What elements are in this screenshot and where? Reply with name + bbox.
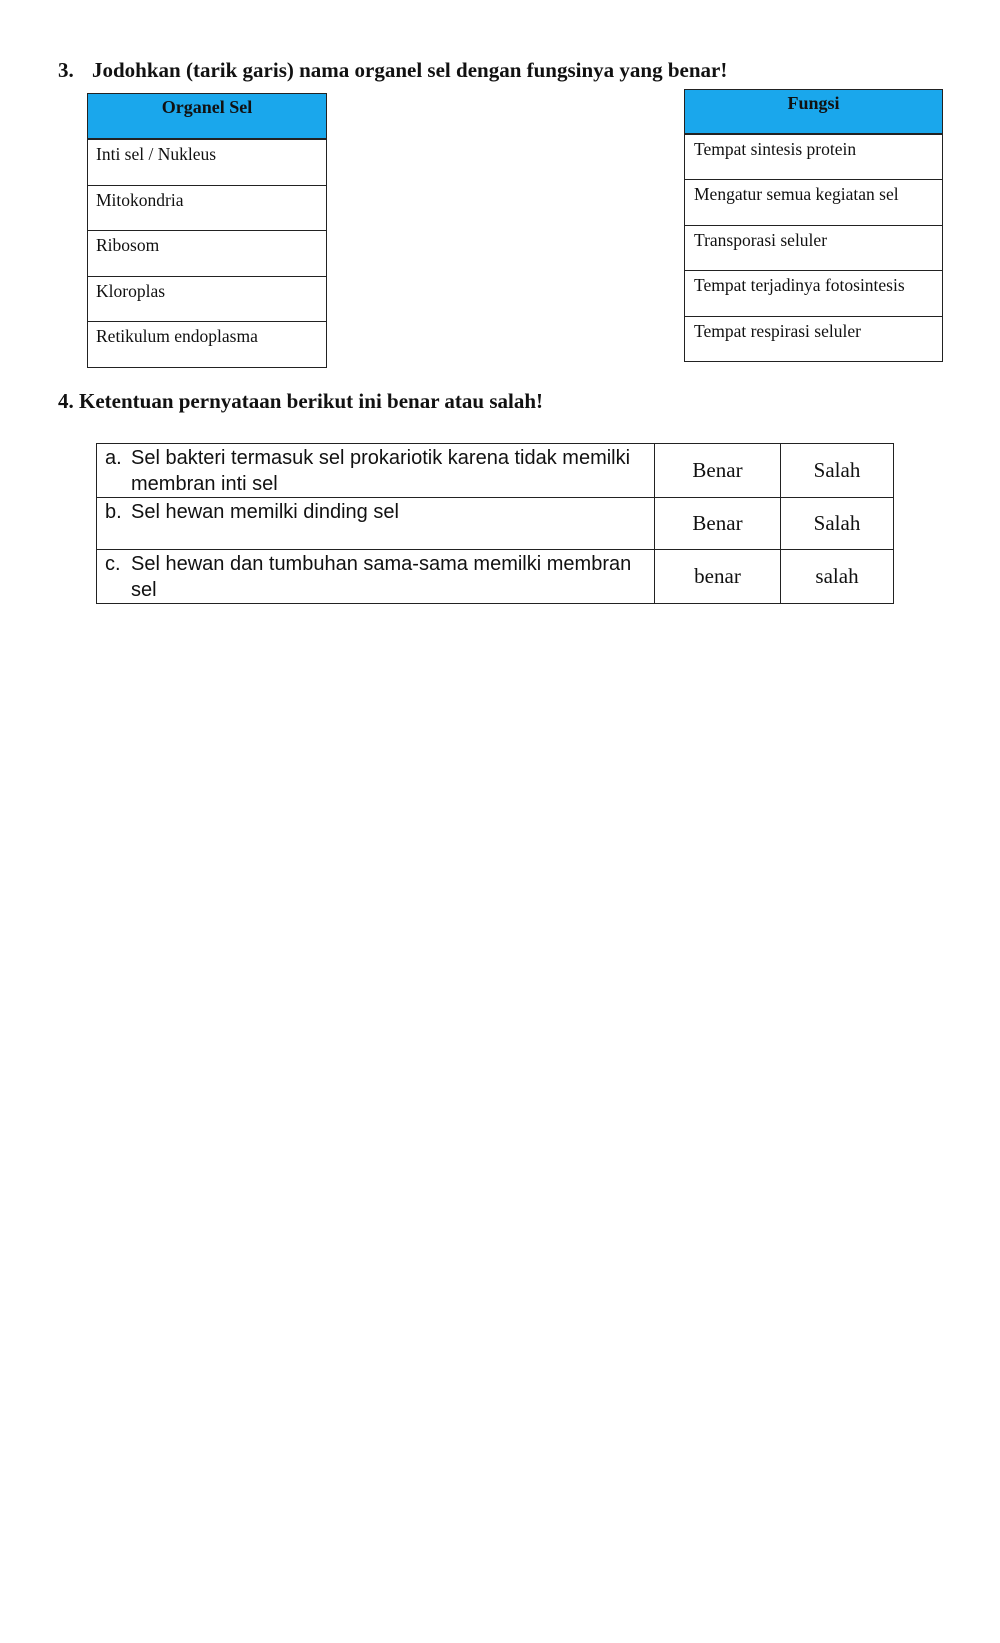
question-4-instruction: Ketentuan pernyataan berikut ini benar atau salah!: [79, 389, 543, 413]
function-header: Fungsi: [685, 90, 942, 134]
table-row: [97, 444, 894, 498]
question-3-title: [58, 58, 727, 83]
organelle-item[interactable]: Ribosom: [88, 230, 326, 276]
question-3-number: 3.: [58, 58, 74, 82]
organelle-item[interactable]: Inti sel / Nukleus: [88, 139, 326, 185]
statement-text: Sel bakteri termasuk sel prokariotik karena tidak memilki membran inti sel: [131, 447, 631, 495]
function-item[interactable]: Tempat terjadinya fotosintesis: [685, 270, 942, 315]
table-row: [97, 498, 894, 550]
question-4-number: 4.: [58, 389, 74, 413]
statement-letter: b.: [105, 501, 122, 523]
statement-text: Sel hewan memilki dinding sel: [131, 501, 399, 523]
statement-cell: [97, 444, 655, 498]
option-true[interactable]: benar: [655, 550, 781, 604]
option-true[interactable]: Benar: [655, 498, 781, 550]
organelle-item[interactable]: Mitokondria: [88, 185, 326, 231]
statement-text: Sel hewan dan tumbuhan sama-sama memilki membran sel: [131, 553, 632, 601]
organelle-table: [87, 93, 327, 368]
option-false[interactable]: salah: [781, 550, 894, 604]
question-4-title: [58, 389, 543, 414]
question-3-instruction: Jodohkan (tarik garis) nama organel sel dengan fungsinya yang benar!: [92, 58, 728, 82]
statement-cell: [97, 550, 655, 604]
organelle-header: Organel Sel: [88, 94, 326, 139]
option-false[interactable]: Salah: [781, 498, 894, 550]
organelle-item[interactable]: Retikulum endoplasma: [88, 321, 326, 367]
function-table: [684, 89, 943, 362]
function-item[interactable]: Tempat sintesis protein: [685, 134, 942, 179]
table-row: [97, 550, 894, 604]
function-item[interactable]: Mengatur semua kegiatan sel: [685, 179, 942, 224]
function-item[interactable]: Tempat respirasi seluler: [685, 316, 942, 361]
option-true[interactable]: Benar: [655, 444, 781, 498]
statement-cell: [97, 498, 655, 550]
true-false-table: [96, 443, 894, 604]
statement-letter: a.: [105, 447, 122, 469]
statement-letter: c.: [105, 553, 121, 575]
organelle-item[interactable]: Kloroplas: [88, 276, 326, 322]
option-false[interactable]: Salah: [781, 444, 894, 498]
function-item[interactable]: Transporasi seluler: [685, 225, 942, 270]
